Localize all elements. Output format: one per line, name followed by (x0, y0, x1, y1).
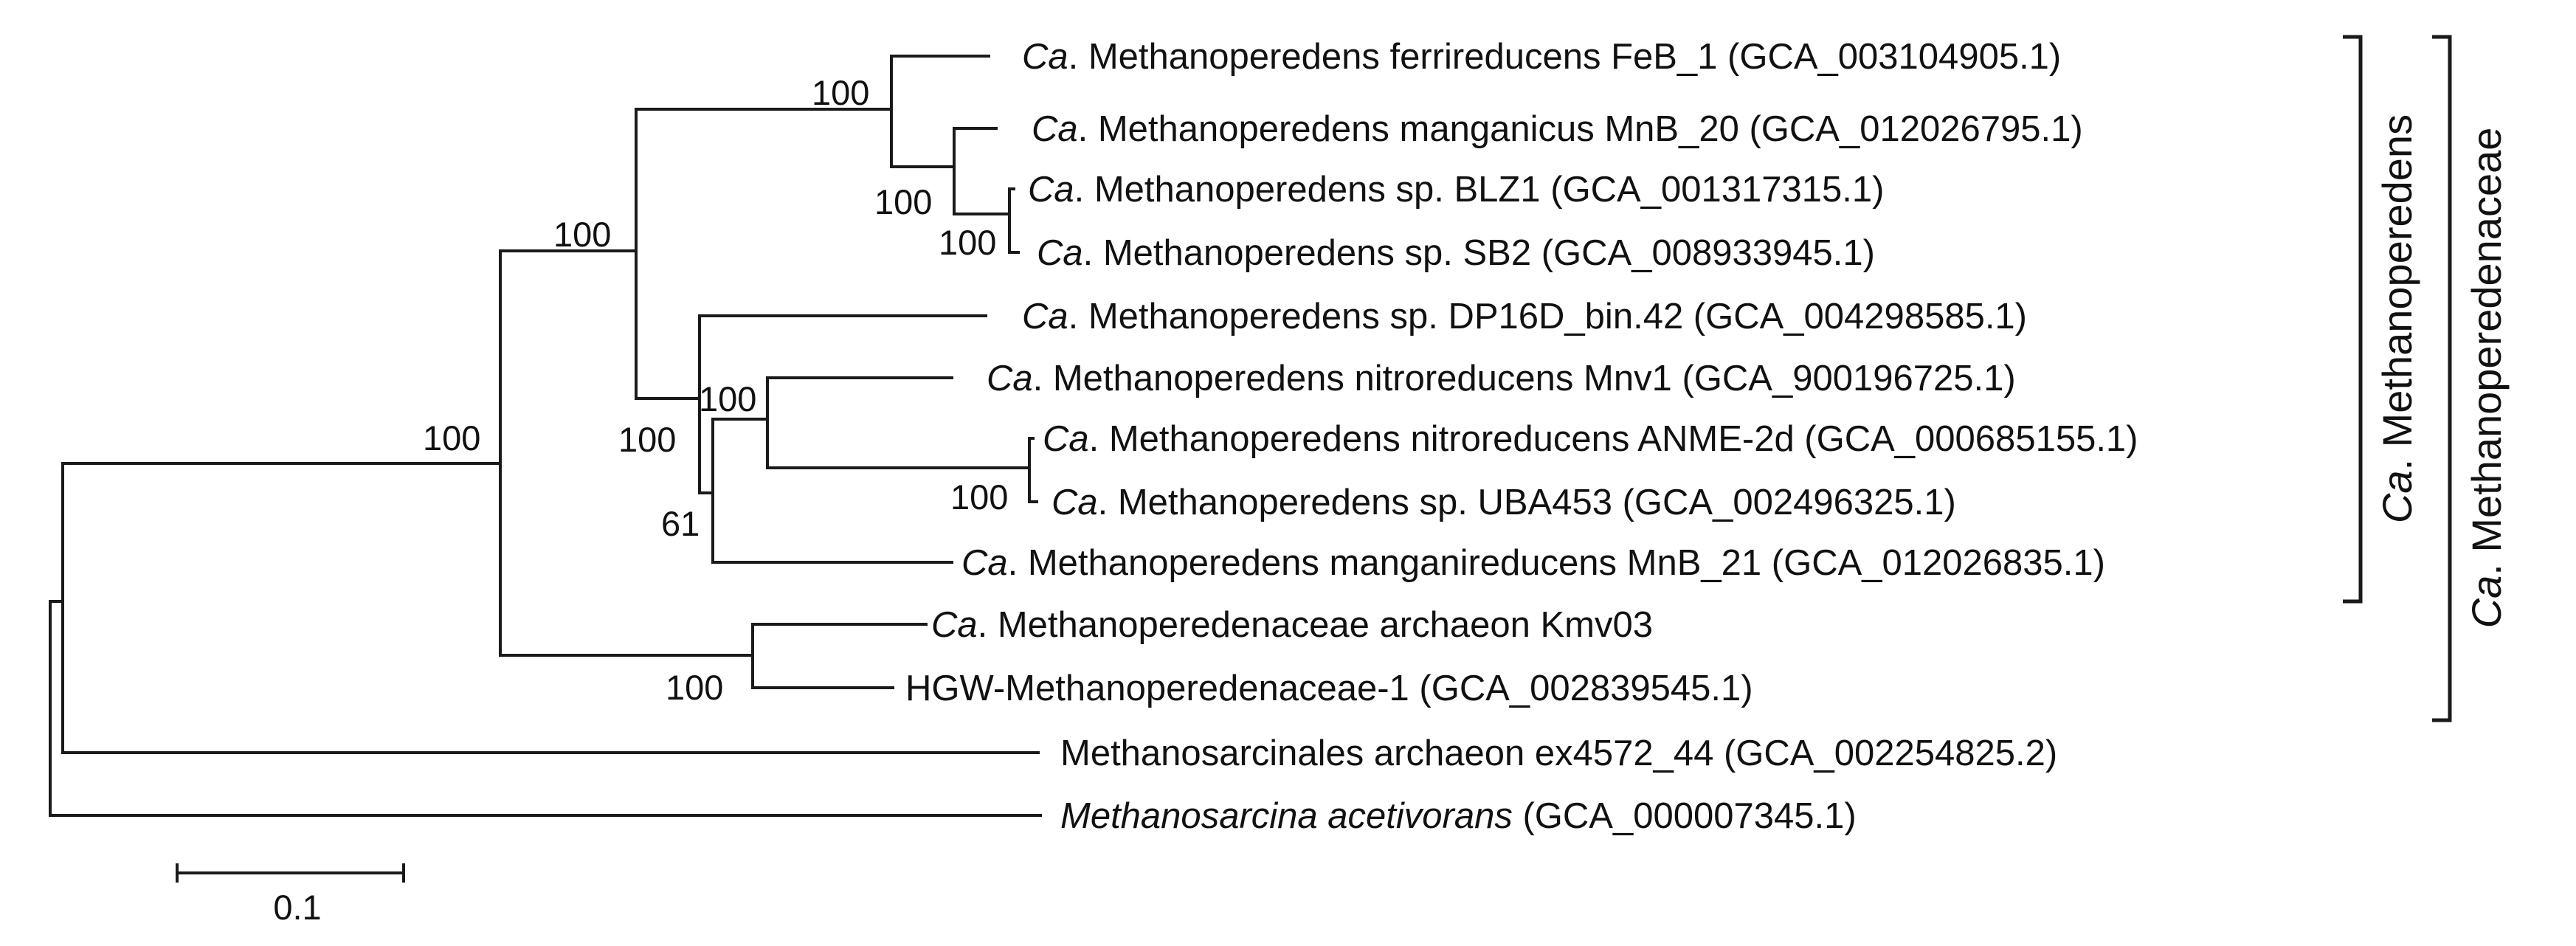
leaf-anme-part-1: . Methanoperedens nitroreducens ANME-2d (GCA_000685155.1) (1088, 419, 2138, 459)
leaf-kmv03-part-0: Ca (931, 605, 978, 645)
bootstrap-blz1-sb2: 100 (939, 223, 997, 262)
leaf-label-uba453 (1052, 483, 1956, 522)
clade-label-methanoperedenaceae (2463, 128, 2510, 629)
clade-inner-part-0: Ca (2374, 470, 2420, 524)
clade-inner-part-1: . Methanoperedens (2374, 114, 2420, 471)
leaf-mnb21-part-1: . Methanoperedens manganireducens MnB_21 (GCA_012026835.1) (1007, 543, 2105, 583)
leaf-label-anme2d (1043, 419, 2138, 459)
leaf-mangan-part-0: Ca (1032, 109, 1078, 149)
leaf-dp16-part-0: Ca (1022, 297, 1068, 336)
bootstrap-mnv1-group: 100 (699, 379, 757, 418)
leaf-sb2-part-1: . Methanoperedens sp. SB2 (GCA_008933945.1) (1082, 233, 1875, 273)
bootstrap-mnb21-group: 61 (661, 504, 700, 543)
bootstrap-family-node: 100 (423, 418, 481, 458)
bootstrap-ferri-mangan-group: 100 (812, 73, 870, 112)
bracket-methanoperedenaceae (2432, 37, 2450, 720)
leaf-blz1-part-0: Ca (1028, 170, 1074, 210)
leaf-ferri-part-0: Ca (1022, 37, 1068, 77)
leaf-label-hgw (905, 669, 1753, 708)
leaf-label-sb2 (1037, 233, 1875, 273)
bootstrap-mangan-blz-sb2: 100 (874, 182, 933, 221)
leaf-label-ex4572 (1060, 733, 2057, 773)
scale-bar (177, 865, 404, 927)
bootstrap-methanoperedens-top: 100 (553, 215, 612, 254)
tree-branches (50, 56, 1040, 815)
bracket-methanoperedens (2343, 37, 2361, 601)
scale-bar-label: 0.1 (273, 888, 322, 927)
leaf-sb2-part-0: Ca (1037, 233, 1083, 273)
clade-label-methanoperedens (2374, 114, 2420, 523)
leaf-dp16-part-1: . Methanoperedens sp. DP16D_bin.42 (GCA_004298585.1) (1068, 297, 2028, 336)
leaf-label-blz1 (1028, 170, 1884, 210)
leaf-mnv1-part-0: Ca (987, 359, 1033, 398)
leaf-label-manganicus (1032, 109, 2083, 149)
leaf-label-acetivorans (1060, 796, 1857, 836)
leaf-acetiv-part-1: (GCA_000007345.1) (1512, 796, 1857, 836)
clade-outer-part-0: Ca (2463, 575, 2510, 629)
leaf-blz1-part-1: . Methanoperedens sp. BLZ1 (GCA_001317315.1) (1074, 170, 1885, 210)
clade-outer-part-1: . Methanoperedenaceae (2463, 127, 2510, 576)
leaf-mnb21-part-0: Ca (961, 543, 1008, 583)
leaf-uba-part-1: . Methanoperedens sp. UBA453 (GCA_002496325.1) (1097, 483, 1956, 522)
leaf-label-mnv1 (987, 359, 2016, 398)
leaf-hgw-part-0: HGW-Methanoperedenaceae-1 (GCA_002839545.1) (905, 669, 1753, 708)
leaf-acetiv-part-0: Methanosarcina acetivorans (1060, 796, 1513, 836)
leaf-ferri-part-1: . Methanoperedens ferrireducens FeB_1 (GCA_003104905.1) (1068, 37, 2062, 77)
bootstrap-anme-uba: 100 (950, 477, 1009, 517)
leaf-label-ferrireducens (1022, 37, 2061, 77)
leaf-label-manganireducens (961, 543, 2105, 583)
leaf-anme-part-0: Ca (1043, 419, 1089, 459)
leaf-label-kmv03 (931, 605, 1653, 645)
leaf-mangan-part-1: . Methanoperedens manganicus MnB_20 (GCA_012026795.1) (1077, 109, 2083, 149)
bootstrap-kmv03-hgw: 100 (666, 668, 724, 707)
leaf-label-dp16d (1022, 297, 2027, 336)
bootstrap-dp16-group: 100 (618, 420, 677, 459)
clade-brackets (2343, 37, 2510, 720)
leaf-labels (905, 37, 2138, 836)
leaf-ex4572-part-0: Methanosarcinales archaeon ex4572_44 (GCA_002254825.2) (1060, 733, 2058, 773)
leaf-mnv1-part-1: . Methanoperedens nitroreducens Mnv1 (GCA_900196725.1) (1032, 359, 2016, 398)
leaf-uba-part-0: Ca (1052, 483, 1098, 522)
leaf-kmv03-part-1: . Methanoperedenaceae archaeon Kmv03 (977, 605, 1653, 645)
